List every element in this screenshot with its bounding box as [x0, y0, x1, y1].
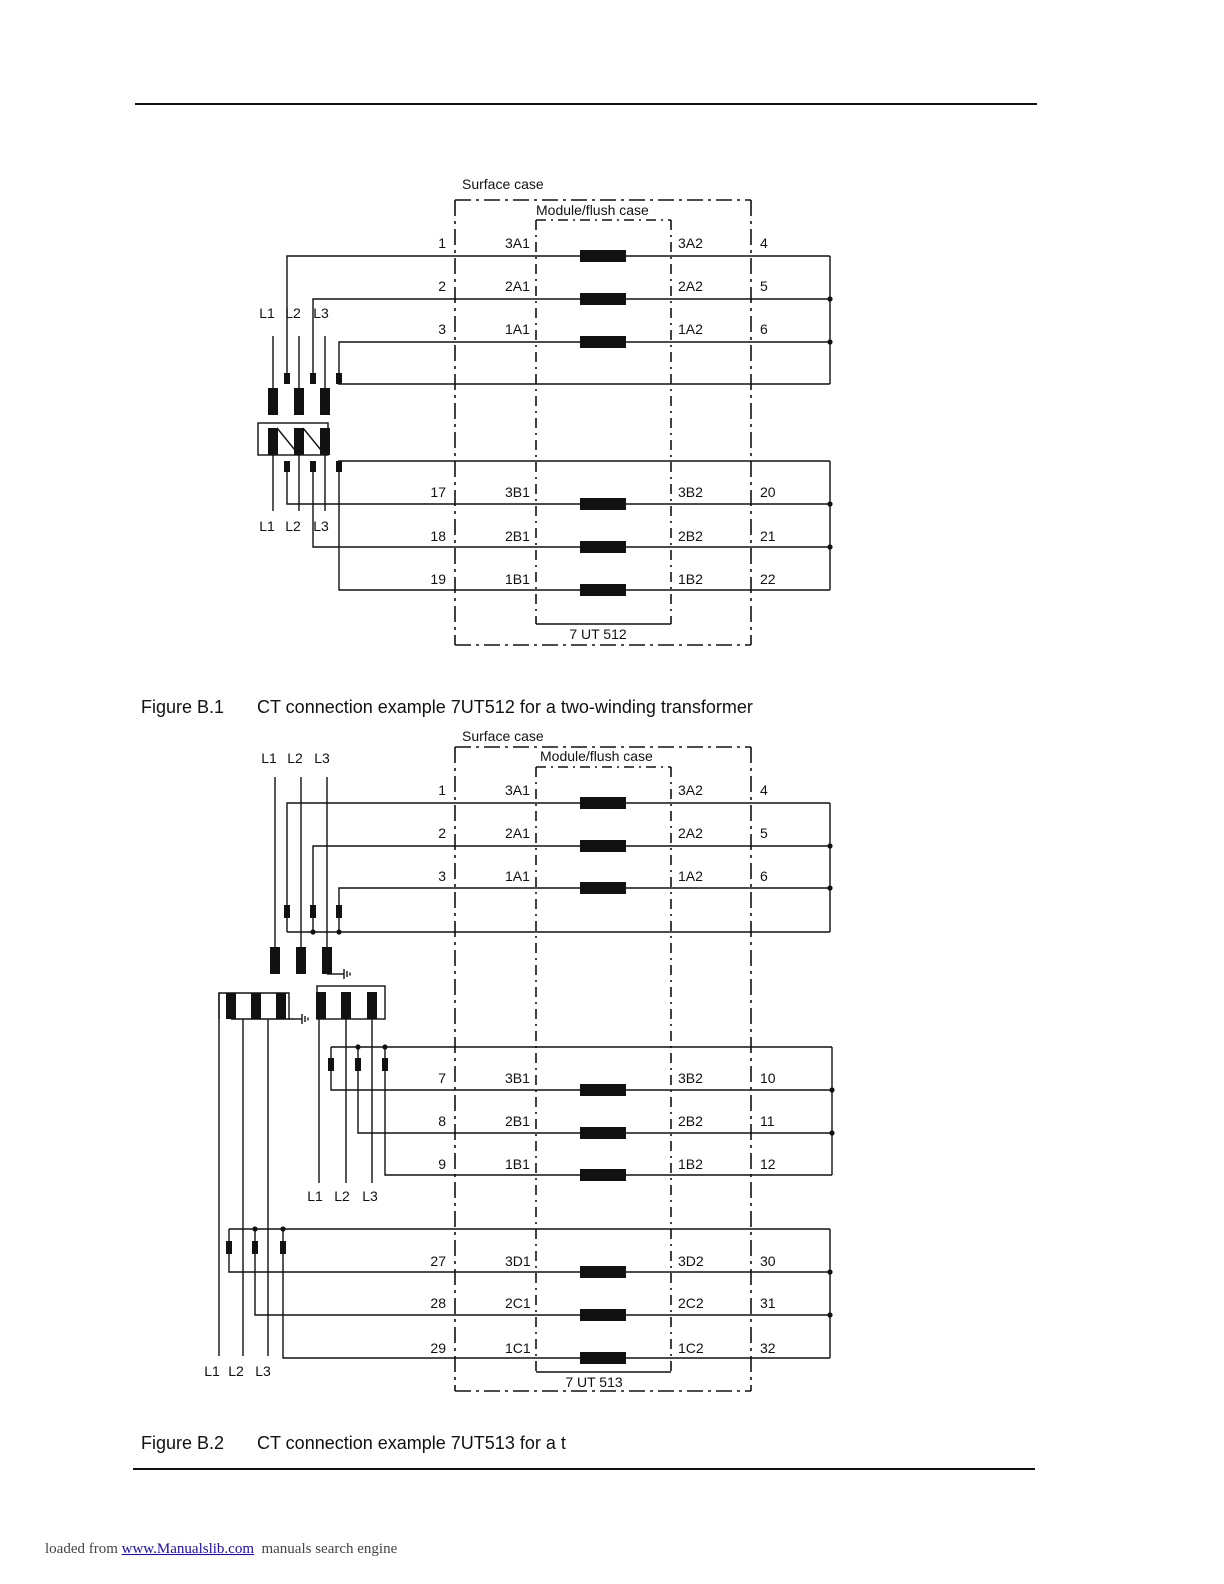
footer-prefix: loaded from	[45, 1541, 122, 1557]
figure-b2-caption	[131, 1412, 566, 1454]
transformer-winding	[316, 992, 326, 1019]
terminal-right: 30	[760, 1253, 776, 1269]
terminal-left: 9	[438, 1156, 446, 1172]
current-transformer	[270, 947, 280, 974]
input-label-a: 1C1	[505, 1340, 531, 1356]
input-label-b: 3D2	[678, 1253, 704, 1269]
input-label-b: 2C2	[678, 1295, 704, 1311]
terminal-right: 4	[760, 235, 768, 251]
terminal-left: 18	[430, 528, 446, 544]
phase-label-mid: L3	[362, 1188, 378, 1204]
transformer-winding	[367, 992, 377, 1019]
ct-terminal	[336, 373, 342, 384]
input-label-b: 2A2	[678, 825, 703, 841]
input-label-a: 2C1	[505, 1295, 531, 1311]
terminal-right: 6	[760, 321, 768, 337]
figure-b2-title: CT connection example 7UT513 for a t	[257, 1433, 566, 1453]
input-label-a: 3A1	[505, 782, 530, 798]
figure-b1-title: CT connection example 7UT512 for a two-winding transformer	[257, 697, 753, 717]
phase-label-top: L1	[259, 305, 275, 321]
transformer-winding	[341, 992, 351, 1019]
relay-coil	[580, 1127, 626, 1139]
ct-lead	[283, 1254, 536, 1358]
ct-lead	[313, 470, 536, 547]
terminal-right: 12	[760, 1156, 776, 1172]
input-label-a: 1A1	[505, 868, 530, 884]
junction-dot	[827, 296, 832, 301]
phase-label-top: L2	[285, 305, 301, 321]
terminal-left: 28	[430, 1295, 446, 1311]
junction-dot	[829, 1130, 834, 1135]
phase-label-mid: L2	[334, 1188, 350, 1204]
ct-lead	[313, 846, 536, 910]
terminal-left: 2	[438, 825, 446, 841]
input-label-a: 3B1	[505, 1070, 530, 1086]
ct-lead	[339, 888, 536, 910]
relay-coil	[580, 584, 626, 596]
terminal-right: 20	[760, 484, 776, 500]
relay-coil	[580, 1266, 626, 1278]
relay-coil	[580, 1084, 626, 1096]
input-label-b: 3B2	[678, 484, 703, 500]
current-transformer	[322, 947, 332, 974]
terminal-left: 2	[438, 278, 446, 294]
ct-terminal	[355, 1058, 361, 1071]
phase-label-bottom: L3	[313, 518, 329, 534]
ct-lead	[229, 1254, 536, 1272]
module-case-label: Module/flush case	[540, 748, 653, 764]
current-transformer	[294, 388, 304, 415]
terminal-right: 32	[760, 1340, 776, 1356]
surface-case-label: Surface case	[462, 728, 544, 744]
relay-coil	[580, 336, 626, 348]
ct-terminal	[226, 1241, 232, 1254]
junction-dot	[827, 339, 832, 344]
terminal-left: 8	[438, 1113, 446, 1129]
phase-label-top: L1	[261, 750, 277, 766]
phase-label-bottom: L2	[228, 1363, 244, 1379]
input-label-b: 3B2	[678, 1070, 703, 1086]
junction-dot	[827, 544, 832, 549]
transformer-winding	[268, 428, 278, 455]
terminal-left: 1	[438, 782, 446, 798]
terminal-right: 6	[760, 868, 768, 884]
input-label-a: 2A1	[505, 825, 530, 841]
input-label-a: 1B1	[505, 1156, 530, 1172]
input-label-b: 3A2	[678, 782, 703, 798]
current-transformer	[320, 388, 330, 415]
ct-lead	[287, 803, 536, 910]
relay-coil	[580, 882, 626, 894]
ct-terminal	[382, 1058, 388, 1071]
ct-terminal	[310, 905, 316, 918]
ct-lead	[313, 299, 536, 378]
terminal-left: 29	[430, 1340, 446, 1356]
device-label: 7 UT 513	[565, 1374, 623, 1390]
junction-dot	[355, 1044, 360, 1049]
input-label-a: 3D1	[505, 1253, 531, 1269]
phase-label-top: L3	[313, 305, 329, 321]
ct-terminal	[280, 1241, 286, 1254]
terminal-left: 3	[438, 868, 446, 884]
relay-coil	[580, 1309, 626, 1321]
input-label-b: 1B2	[678, 1156, 703, 1172]
figure-b1-caption	[131, 676, 753, 718]
phase-label-bottom: L3	[255, 1363, 271, 1379]
junction-dot	[827, 885, 832, 890]
surface-case-label: Surface case	[462, 176, 544, 192]
junction-dot	[827, 501, 832, 506]
figure-b1-number: Figure B.1	[141, 697, 225, 717]
junction-dot	[829, 1087, 834, 1092]
module-case-label: Module/flush case	[536, 202, 649, 218]
ct-terminal	[310, 373, 316, 384]
terminal-right: 10	[760, 1070, 776, 1086]
ct-terminal	[336, 905, 342, 918]
terminal-right: 22	[760, 571, 776, 587]
relay-coil	[580, 797, 626, 809]
input-label-b: 2A2	[678, 278, 703, 294]
phase-label-top: L3	[314, 750, 330, 766]
phase-label-bottom: L2	[285, 518, 301, 534]
input-label-b: 2B2	[678, 528, 703, 544]
transformer-winding	[276, 993, 286, 1019]
relay-coil	[580, 541, 626, 553]
phase-label-top: L2	[287, 750, 303, 766]
junction-dot	[280, 1226, 285, 1231]
relay-coil	[580, 1352, 626, 1364]
phase-label-bottom: L1	[259, 518, 275, 534]
relay-coil	[580, 293, 626, 305]
junction-dot	[310, 929, 315, 934]
phase-label-bottom: L1	[204, 1363, 220, 1379]
junction-dot	[827, 1312, 832, 1317]
current-transformer	[296, 947, 306, 974]
input-label-b: 1A2	[678, 321, 703, 337]
input-label-a: 3B1	[505, 484, 530, 500]
input-label-b: 1C2	[678, 1340, 704, 1356]
input-label-a: 2B1	[505, 1113, 530, 1129]
input-label-b: 1A2	[678, 868, 703, 884]
input-label-b: 2B2	[678, 1113, 703, 1129]
terminal-left: 19	[430, 571, 446, 587]
terminal-left: 17	[430, 484, 446, 500]
input-label-b: 1B2	[678, 571, 703, 587]
relay-coil	[580, 1169, 626, 1181]
ct-terminal	[252, 1241, 258, 1254]
junction-dot	[827, 843, 832, 848]
terminal-right: 21	[760, 528, 776, 544]
junction-dot	[336, 929, 341, 934]
terminal-left: 1	[438, 235, 446, 251]
ct-terminal	[328, 1058, 334, 1071]
terminal-left: 27	[430, 1253, 446, 1269]
footer-note	[45, 1541, 397, 1558]
input-label-b: 3A2	[678, 235, 703, 251]
input-label-a: 2B1	[505, 528, 530, 544]
input-label-a: 1B1	[505, 571, 530, 587]
junction-dot	[382, 1044, 387, 1049]
terminal-right: 4	[760, 782, 768, 798]
relay-coil	[580, 250, 626, 262]
phase-label-mid: L1	[307, 1188, 323, 1204]
footer-suffix: manuals search engine	[253, 1541, 398, 1557]
transformer-winding	[226, 993, 236, 1019]
footer-link[interactable]: www.Manualslib.com	[121, 1541, 254, 1557]
figure-b2-number: Figure B.2	[141, 1433, 225, 1453]
input-label-a: 2A1	[505, 278, 530, 294]
ct-lead	[255, 1254, 536, 1315]
terminal-right: 5	[760, 825, 768, 841]
ct-terminal	[284, 373, 290, 384]
terminal-left: 3	[438, 321, 446, 337]
ct-terminal	[284, 905, 290, 918]
terminal-left: 7	[438, 1070, 446, 1086]
junction-dot	[252, 1226, 257, 1231]
input-label-a: 3A1	[505, 235, 530, 251]
ct-lead	[339, 342, 536, 378]
current-transformer	[268, 388, 278, 415]
terminal-right: 11	[760, 1113, 775, 1129]
input-label-a: 1A1	[505, 321, 530, 337]
junction-dot	[827, 1269, 832, 1274]
transformer-winding	[251, 993, 261, 1019]
relay-coil	[580, 498, 626, 510]
relay-coil	[580, 840, 626, 852]
terminal-right: 31	[760, 1295, 776, 1311]
device-label: 7 UT 512	[569, 626, 627, 642]
terminal-right: 5	[760, 278, 768, 294]
